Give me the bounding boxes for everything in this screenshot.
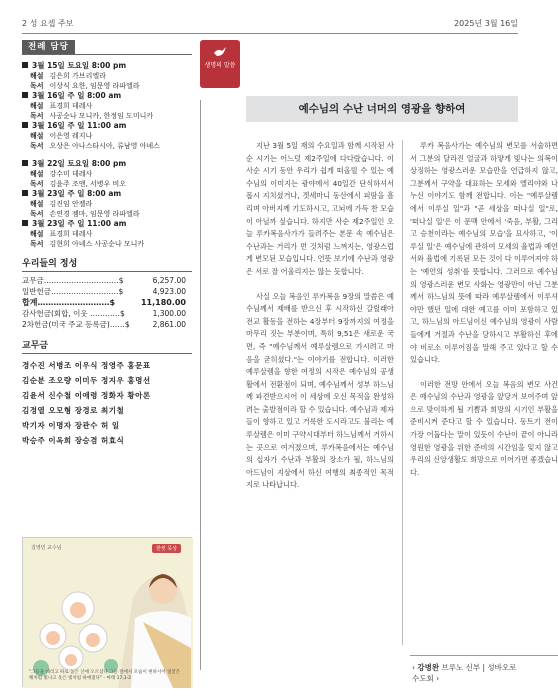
finance-row [22,298,192,309]
schedule-role [22,239,192,249]
schedule-date [22,91,192,101]
schedule-role [22,209,192,219]
council-row: 박승주 이옥희 장승겸 허효식 [22,436,125,445]
role-names: 사공순나 모니카, 한정임 도미니카 [49,112,154,120]
schedule-date-text: 3월 22일 토요일 8:00 pm [32,159,127,168]
role-names: 오상은 아나스타시아, 류남영 아녜스 [49,142,160,150]
role-label: 해설 [30,102,44,110]
image-tag: 한컷 묵상 [152,544,181,553]
council-row: 김윤서 신수철 이애령 정화자 황아론 [22,391,151,400]
image-caption: "그들을 데리고 따로 높은 산에 오르셨다 그들 앞에서 모습이 변하시어 얼굴은 해처럼 빛나고 옷은 빛처럼 하얘졌다" - 마태 17,1-2 [29,670,181,681]
role-label: 독서 [30,82,44,90]
finance-label: 일반헌금………………………$ [22,287,124,296]
bullet-square-icon [22,220,28,226]
role-label: 해설 [30,200,44,208]
article-paragraph: 루카 복음사가는 예수님의 변모를 서술하면서 그분의 달라진 얼굴과 하얗게 빛나는 의복이 상징하는 영광스러운 모습만을 언급하지 않고, 그분께서 구약을 대표하는 모세와 엘리야와 나누신 이야기도 함께 전합니다. 이는 "예루살렘에서 이루실 일"과 "곧 세상을 떠나실 일"로, '떠나실 일'은 이 문맥 안에서 '죽음, 부활, 그리고 승천이라는 예수님의 모습'을 묘사하고, '이루실 일'은 예수님에 관하여 모세의 율법과 예언서와 율법에 기록된 모든 것이 다 이루어져야 하는 '예언의 성취'를 뜻합니다. 그러므로 예수님의 영광스러운 변모 사화는 영광만이 아닌 그분께서 하느님의 뜻에 따라 예루살렘에서 이루셔야만 했던 일에 대한 예고를 이미 포함하고 있고, 하느님의 아드님이신 예수님의 영광이 사람들에게 거절과 수난을 당하시고 부활하신 후에야 비로소 이루어짐을 말해 주고 있다고 할 수 있습니다. [410,141,558,365]
schedule-date [22,159,192,169]
role-label: 해설 [30,72,44,80]
role-label: 독서 [30,240,44,248]
schedule-entry [22,189,192,219]
schedule-date [22,219,192,229]
role-label: 해설 [30,170,44,178]
header-left: 2 성 요셉 주보 [22,19,74,28]
dove-icon [213,46,227,58]
image-artist: 김영민 교수님 [31,545,62,551]
role-label: 독서 [30,112,44,120]
column-separator [200,100,201,670]
role-label: 독서 [30,180,44,188]
meditation-illustration [23,538,193,688]
page-header [22,18,518,32]
schedule-role [22,141,192,151]
left-column [22,40,192,448]
author-rule [410,655,558,656]
schedule-date-text: 3월 15일 토요일 8:00 pm [32,61,127,70]
council-row: 김정열 오모형 장경로 최기철 [22,406,125,415]
schedule-entry [22,159,192,189]
council-row: 박기자 이명자 장관수 허 일 [22,421,120,430]
schedule-date-text: 3월 16일 주 일 8:00 am [32,91,122,100]
schedule-role [22,229,192,239]
schedule-date-text: 3월 23일 주 일 8:00 am [32,189,122,198]
role-names: 강수미 데레사 [49,170,93,178]
finance-amount: 1,300.00 [152,309,186,318]
schedule-date-text: 3월 16일 주 일 11:00 am [32,121,127,130]
schedule-date-text: 3월 23일 주 일 11:00 am [32,219,127,228]
schedule-role [22,199,192,209]
schedule-role [22,81,192,91]
role-names: 표경희 데레사 [49,102,93,110]
finance-label: 교무금…………………………$ [22,276,124,285]
author-affiliation: 브루노 신부 | 성바오로수도회 › [412,663,517,683]
article-divider [402,140,403,645]
schedule-gap [22,151,192,159]
schedule-entry [22,61,192,91]
role-names: 김현희 아녜스 사공순나 모니카 [49,240,145,248]
finance-label: 감사헌금(회합, 이웃 …………$ [22,309,125,318]
schedule-role [22,111,192,121]
finance-amount: 2,861.00 [152,320,186,329]
schedule-entry [22,121,192,151]
bullet-square-icon [22,160,28,166]
bullet-square-icon [22,190,28,196]
role-label: 해설 [30,230,44,238]
schedule-role [22,101,192,111]
council-title: 교무금 [22,341,49,351]
meditation-image [22,537,192,687]
finance-amount: 4,923.00 [152,287,186,296]
schedule-date [22,61,192,71]
word-of-life-logo [200,40,240,88]
role-names: 김은희 가브리엘라 [49,72,106,80]
finance-row [22,287,192,298]
schedule-rule [22,54,192,55]
bullet-square-icon [22,92,28,98]
logo-text: 생명의 말씀 [204,62,236,69]
schedule-date [22,121,192,131]
council-row: 김순분 조오량 이미두 정지우 홍명선 [22,376,151,385]
finance-row [22,320,192,331]
schedule-role [22,71,192,81]
role-names: 김진임 안젤라 [49,200,93,208]
article-author: ‹ 강병완 브루노 신부 | 성바오로수도회 › [412,663,517,683]
finance-amount: 6,257.00 [152,276,186,285]
council-rule [22,353,192,354]
role-names: 표경희 데레사 [49,230,93,238]
article-paragraph: 사실 오늘 복음인 루카복음 9장의 말씀은 예수님께서 제배를 받으신 후 시작하신 갈릴래아 전교 활동을 전하는 4장부터 9장까지의 여정을 마무리 짓는 부분이며, 특히 9,51은 새로운 국면, 즉 "예수님께서 예루살렘으로 가시려고 마음을 굳히셨다."는 이야기를 전합니다. 이러한 예루살렘을 향한 여정의 시작은 예수님의 공생활에서 전환점이 되며, 예수님께서 성부 하느님께 파견받으시어 이 세상에 오신 목적을 완성하려는 출발점이라 할 수 있습니다. 예수님과 제자들이 향하고 있고 거룩한 도시라고도 불리는 예루살렘은 이미 구약시대부터 하느님께서 거하시는 곳으로 여겨졌으며, 루카복음에서는 예수님의 십자가 수난과 부활의 장소가 될, 하느님의 아드님이 지상에서 하신 여행의 최종적인 목적지로 나타납니다. [246,291,395,490]
finance-title: 우리들의 정성 [22,259,78,269]
schedule-date [22,189,192,199]
schedule-list [22,61,192,249]
bullet-square-icon [22,122,28,128]
article-paragraph: 이러한 전망 안에서 오늘 복음의 변모 사건은 예수님의 수난과 영광을 앞당겨 보여주며 앞으로 맞이하게 될 기쁨과 희망의 시기인 부활을 준비시켜 준다고 할 수 있습니다. 동트기 전이 가장 어둡다는 말이 있듯이 수난이 끝이 아니라 영원한 영광을 위한 준비의 시간임을 잊지 않고 우리의 신앙생활도 희망으로 이어가면 좋겠습니다. [410,379,558,477]
schedule-role [22,179,192,189]
article-column-1 [246,140,394,504]
finance-row [22,309,192,320]
finance-table [22,276,192,331]
header-date: 2025년 3월 16일 [454,19,518,28]
schedule-role [22,169,192,179]
article-column-2 [410,140,558,491]
role-names: 이상식 요한, 임문영 라파엘라 [49,82,140,90]
article-title: 예수님의 수난 너머의 영광을 향하여 [246,96,518,122]
finance-label: 2차헌금(미국 주교 등록금)……$ [22,320,130,329]
article-paragraph: 지난 3월 5일 재의 수요일과 함께 시작된 사순 시기는 어느덧 제2주일에 다다랐습니다. 이 사순 시기 동안 우리가 쉽게 떠올릴 수 있는 예수님의 이미지는 광야에서 40일간 단식하셔서 몹시 지치셨거나, 겟세마니 동산에서 피땀을 흘리며 아버지께 기도하시고, 고뇌에 가득 찬 모습이 아닐까 싶습니다. 하지만 사순 제2주일인 오늘 루카복음사가가 들려주는 본문 속 예수님은 수난과는 거리가 먼 것처럼 느껴지는, 영광스럽게 변모된 모습입니다. 언뜻 보기에 수난과 영광은 서로 잘 어울리지는 않는 듯합니다. [246,141,394,276]
finance-rule [22,271,192,272]
finance-amount: 11,180.00 [140,298,186,307]
role-names: 이은영 레지나 [49,132,93,140]
council-names [22,358,192,448]
schedule-badge: 전례 담당 [22,40,75,54]
schedule-role [22,131,192,141]
schedule-entry [22,219,192,249]
author-name: 강병완 [417,663,440,672]
bullet-square-icon [22,62,28,68]
council-row: 경수진 서병조 이우식 정영주 홍문표 [22,361,151,370]
header-rule [22,33,518,34]
role-label: 독서 [30,142,44,150]
role-label: 해설 [30,132,44,140]
role-names: 손연경 젬마, 임문영 라파엘라 [49,210,140,218]
role-names: 김윤주 조앤, 서병우 비오 [49,180,127,188]
role-label: 독서 [30,210,44,218]
finance-label: 합계………………………$ [22,298,116,307]
schedule-entry [22,91,192,121]
finance-row [22,276,192,287]
